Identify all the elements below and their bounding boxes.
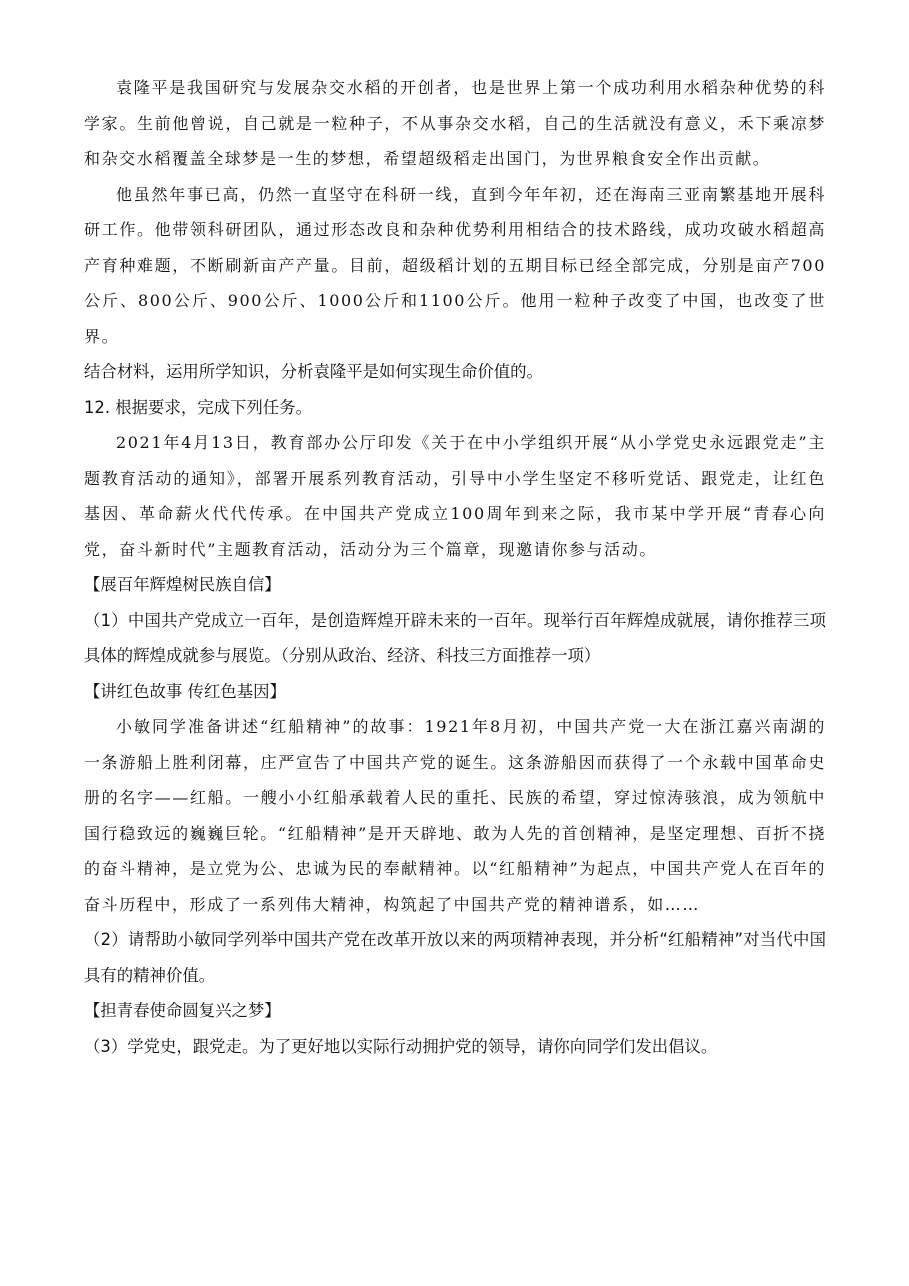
document-page (84, 70, 826, 1064)
section-2-title: 【讲红色故事 传红色基因】 (84, 681, 286, 701)
section-2-task: （2）请帮助小敏同学列举中国共产党在改革开放以来的两项精神表现，并分析“红船精神”对当代中国具有的精神价值。 (84, 930, 826, 985)
question-11-prompt: 结合材料，运用所学知识，分析袁隆平是如何实现生命价值的。 (84, 362, 543, 381)
section-3-task: （3）学党史，跟党走。为了更好地以实际行动拥护党的领导，请你向同学们发出倡议。 (84, 1036, 718, 1056)
section-1-task: （1）中国共产党成立一百年，是创造辉煌开辟未来的一百年。现举行百年辉煌成就展，请你推荐三项具体的辉煌成就参与展览。（分别从政治、经济、科技三方面推荐一项） (84, 610, 826, 665)
passage-paragraph-2: 他虽然年事已高，仍然一直坚守在科研一线，直到今年年初，还在海南三亚南繁基地开展科研工作。他带领科研团队，通过形态改良和杂种优势利用相结合的技术路线，成功攻破水稻超高产育种难题，不断刷新亩产产量。目前，超级稻计划的五期目标已经全部完成，分别是亩产700公斤、800公斤、900公斤、1000公斤和1100公斤。他用一粒种子改变了中国，也改变了世界。 (84, 184, 826, 346)
section-3-title: 【担青春使命圆复兴之梦】 (84, 1001, 281, 1020)
question-12-title: 12. 根据要求，完成下列任务。 (84, 397, 312, 417)
question-12-intro: 2021年4月13日，教育部办公厅印发《关于在中小学组织开展“从小学党史永远跟党走”主题教育活动的通知》，部署开展系列教育活动，引导中小学生坚定不移听党话、跟党走，让红色基因、革命薪火代代传承。在中国共产党成立100周年到来之际，我市某中学开展“青春心向党，奋斗新时代”主题教育活动，活动分为三个篇章，现邀请你参与活动。 (84, 433, 826, 559)
passage-paragraph-1: 袁隆平是我国研究与发展杂交水稻的开创者，也是世界上第一个成功利用水稻杂种优势的科学家。生前他曾说，自己就是一粒种子，不从事杂交水稻，自己的生活就没有意义，禾下乘凉梦和杂交水稻覆盖全球梦是一生的梦想，希望超级稻走出国门，为世界粮食安全作出贡献。 (84, 78, 826, 168)
section-1-title: 【展百年辉煌树民族自信】 (84, 575, 281, 594)
section-2-story: 小敏同学准备讲述“红船精神”的故事：1921年8月初，中国共产党一大在浙江嘉兴南湖的一条游船上胜利闭幕，庄严宣告了中国共产党的诞生。这条游船因而获得了一个永载中国革命史册的名字——红船。一艘小小红船承载着人民的重托、民族的希望，穿过惊涛骇浪，成为领航中国行稳致远的巍巍巨轮。“红船精神”是开天辟地、敢为人先的首创精神，是坚定理想、百折不挠的奋斗精神，是立党为公、忠诚为民的奉献精神。以“红船精神”为起点，中国共产党人在百年的奋斗历程中，形成了一系列伟大精神，构筑起了中国共产党的精神谱系，如…… (84, 717, 826, 914)
